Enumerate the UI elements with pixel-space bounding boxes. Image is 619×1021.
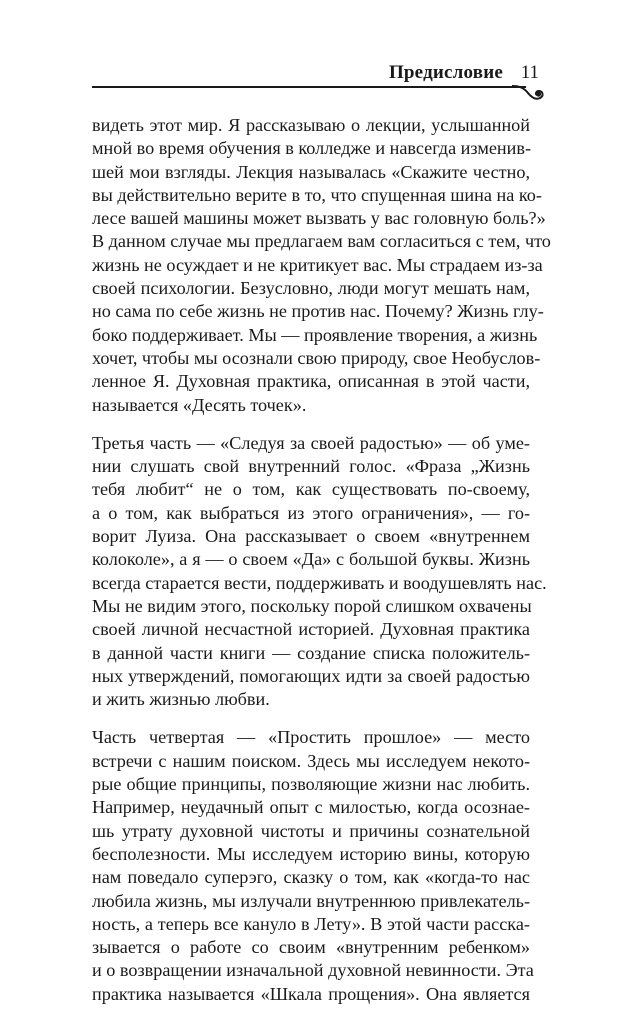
text-line: в данной части книги — создание списка положитель-: [92, 642, 530, 663]
text-line: и жить жизнью любви.: [92, 689, 270, 710]
text-line: нии слушать свой внутренний голос. «Фраза „Жизнь: [92, 456, 530, 477]
text-line: жизнь не осуждает и не критикует вас. Мы страдаем из-за: [92, 254, 543, 275]
text-line: нам поведало суперэго, сказку о том, как «когда-то нас: [92, 867, 530, 888]
text-line: Часть четвертая — «Простить прошлое» — место: [92, 727, 530, 748]
text-line: хочет, чтобы мы осознали свою природу, свое Необуслов-: [92, 347, 541, 368]
paragraph: [92, 726, 534, 1006]
text-line: тебя любит“ не о том, как существовать по-своему,: [92, 479, 530, 500]
ornament-swash-icon: [512, 78, 546, 106]
text-line: ных утверждений, помогающих идти за своей радостью: [92, 665, 530, 686]
text-line: Третья часть — «Следуя за своей радостью» — об уме-: [92, 432, 530, 453]
text-line: шей мои взгляды. Лекция называлась «Скажите честно,: [92, 161, 530, 182]
text-line: лесе вашей машины может вызвать у вас головную боль?»: [92, 208, 546, 229]
text-line: встречи с нашим поиском. Здесь мы исследуем некото-: [92, 750, 530, 771]
paragraph: [92, 432, 547, 712]
text-line: боко поддерживает. Мы — проявление творения, а жизнь: [92, 324, 538, 345]
page-number: 11: [520, 62, 539, 83]
text-line: шь утрату духовной чистоты и причины сознательной: [92, 820, 530, 841]
text-line: ворит Луиза. Она рассказывает о своем «внутреннем: [92, 526, 530, 547]
text-line: зывается о работе со своим «внутренним ребенком»: [92, 937, 530, 958]
running-header-title: Предисловие: [388, 62, 503, 83]
text-line: вы действительно верите в то, что спущенная шина на ко-: [92, 184, 542, 205]
text-line: бесполезности. Мы исследуем историю вины, которую: [92, 843, 530, 864]
header-rule: [92, 86, 526, 88]
text-line: ленное Я. Духовная практика, описанная в этой части,: [92, 371, 530, 392]
text-line: колоколе», а я — о своем «Да» с большой буквы. Жизнь: [92, 549, 530, 570]
text-line: и о возвращении изначальной духовной невинности. Эта: [92, 960, 534, 981]
paragraph: [92, 114, 551, 417]
text-line: В данном случае мы предлагаем вам согласиться с тем, что: [92, 231, 551, 252]
text-line: видеть этот мир. Я рассказываю о лекции, услышанной: [92, 115, 530, 135]
body-text: [92, 114, 551, 1021]
text-line: Например, неудачный опыт с милостью, когда осознае-: [92, 797, 530, 818]
text-line: ность, а теперь все кануло в Лету». В этой части расска-: [92, 913, 530, 934]
text-line: своей психологии. Безусловно, люди могут мешать нам,: [92, 278, 530, 299]
text-line: но сама по себе жизнь не против нас. Почему? Жизнь глу-: [92, 301, 544, 322]
text-line: всегда старается вести, поддерживать и воодушевлять нас.: [92, 572, 547, 593]
text-line: Мы не видим этого, поскольку порой слишком охвачены: [92, 595, 532, 616]
text-line: а о том, как выбраться из этого ограничения», — го-: [92, 502, 530, 523]
text-line: рые общие принципы, позволяющие жизни нас любить.: [92, 774, 530, 795]
text-line: мной во время обучения в колледже и навсегда изменив-: [92, 138, 532, 159]
text-line: практика называется «Шкала прощения». Она является: [92, 983, 530, 1004]
text-line: любила жизнь, мы излучали внутреннюю привлекатель-: [92, 890, 530, 911]
text-line: называется «Десять точек».: [92, 394, 307, 415]
running-header: [92, 58, 539, 108]
text-line: своей личной несчастной историей. Духовная практика: [92, 619, 530, 640]
